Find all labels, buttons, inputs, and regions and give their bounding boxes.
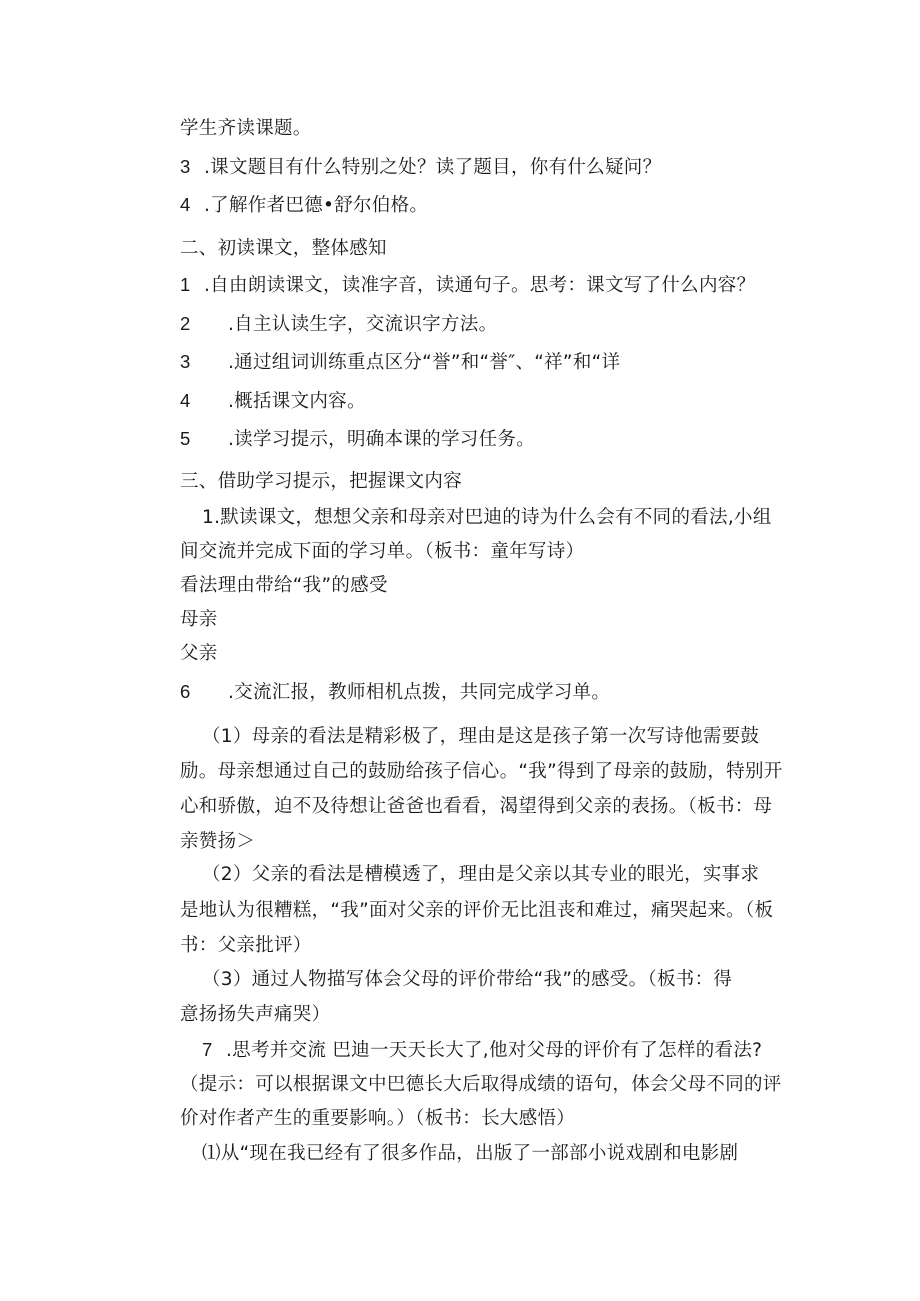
line-text: 价对作者产生的重要影响。）（板书：长大感悟） xyxy=(180,1108,576,1129)
item-number: 4 xyxy=(180,390,191,411)
line-text: 书：父亲批评） xyxy=(180,935,312,956)
line-text: .通过组词训练重点区分“誉”和“誉″、“祥”和“详 xyxy=(228,352,621,373)
line-text: 是地认为很糟糕，“我”面对父亲的评价无比沮丧和难过，痛哭起来。（板 xyxy=(180,900,774,921)
list-item xyxy=(180,428,800,451)
list-item xyxy=(202,1039,822,1062)
item-number: 5 xyxy=(180,428,191,449)
paragraph-line xyxy=(180,1074,800,1096)
item-number: 7 xyxy=(202,1039,213,1060)
line-text: 亲赞扬＞ xyxy=(180,831,256,852)
line-text: 学生齐读课题。 xyxy=(180,118,312,139)
line-text: .自由朗读课文，读准字音，读通句子。思考：课文写了什么内容？ xyxy=(204,275,756,296)
list-item xyxy=(180,351,800,374)
line-text: （1）母亲的看法是精彩极了，理由是这是孩子第一次写诗他需要鼓 xyxy=(202,726,760,747)
paragraph-line xyxy=(180,935,800,957)
paragraph-line xyxy=(180,1004,800,1026)
line-text: 父亲 xyxy=(180,643,218,664)
line-text: 二、初读课文，整体感知 xyxy=(180,238,387,259)
table-header xyxy=(180,575,800,597)
paragraph-line xyxy=(202,969,822,991)
line-text: （3）通过人物描写体会父母的评价带给“我”的感受。（板书：得 xyxy=(202,969,733,990)
paragraph-line xyxy=(180,831,800,853)
paragraph-line xyxy=(202,1143,822,1165)
item-number: 3 xyxy=(180,351,191,372)
list-item xyxy=(180,194,800,217)
paragraph-line xyxy=(180,118,800,140)
line-text: .思考并交流 巴迪一天天长大了,他对父母的评价有了怎样的看法? xyxy=(226,1040,763,1061)
paragraph-line xyxy=(180,796,800,818)
line-text: 看法理由带给“我”的感受 xyxy=(180,575,388,596)
item-number: 3 xyxy=(180,156,191,177)
item-number: 1 xyxy=(180,274,191,295)
item-number: 2 xyxy=(180,313,191,334)
line-text: .概括课文内容。 xyxy=(228,391,366,412)
list-item xyxy=(180,390,800,413)
line-text: 励。母亲想通过自己的鼓励给孩子信心。“我”得到了母亲的鼓励，特别开 xyxy=(180,761,783,782)
paragraph-line xyxy=(202,726,822,748)
table-row xyxy=(180,643,800,665)
line-text: 三、借助学习提示，把握课文内容 xyxy=(180,471,463,492)
line-text: 心和骄傲，迫不及待想让爸爸也看看，渴望得到父亲的表扬。（板书：母 xyxy=(180,796,773,817)
paragraph-line xyxy=(180,1108,800,1130)
list-item xyxy=(180,274,800,297)
line-text: .课文题目有什么特别之处？读了题目，你有什么疑问？ xyxy=(204,157,662,178)
paragraph-line xyxy=(180,900,800,922)
line-text: ⑴从“现在我已经有了很多作品，出版了一部部小说戏剧和电影剧 xyxy=(202,1143,739,1164)
paragraph-line xyxy=(202,864,822,886)
line-text: .交流汇报，教师相机点拨，共同完成学习单。 xyxy=(228,682,611,703)
line-text: 1.默读课文，想想父亲和母亲对巴迪的诗为什么会有不同的看法,小组 xyxy=(202,507,772,528)
paragraph-line xyxy=(180,761,800,783)
line-text: .读学习提示，明确本课的学习任务。 xyxy=(228,429,535,450)
section-heading xyxy=(180,238,800,260)
line-text: 母亲 xyxy=(180,609,218,630)
line-text: （2）父亲的看法是槽模透了，理由是父亲以其专业的眼光，实事求 xyxy=(202,864,760,885)
table-row xyxy=(180,609,800,631)
line-text: .了解作者巴德•舒尔伯格。 xyxy=(204,195,429,216)
list-item xyxy=(180,313,800,336)
line-text: 意扬扬失声痛哭） xyxy=(180,1004,331,1025)
list-item xyxy=(180,681,800,704)
line-text: （提示：可以根据课文中巴德长大后取得成绩的语句，体会父母不同的评 xyxy=(180,1074,782,1095)
paragraph-line xyxy=(202,507,802,529)
list-item xyxy=(180,156,800,179)
line-text: 间交流并完成下面的学习单。（板书：童年写诗） xyxy=(180,541,585,562)
paragraph-line xyxy=(180,541,800,563)
item-number: 4 xyxy=(180,194,191,215)
item-number: 6 xyxy=(180,681,191,702)
line-text: .自主认读生字，交流识字方法。 xyxy=(228,314,498,335)
section-heading xyxy=(180,471,800,493)
